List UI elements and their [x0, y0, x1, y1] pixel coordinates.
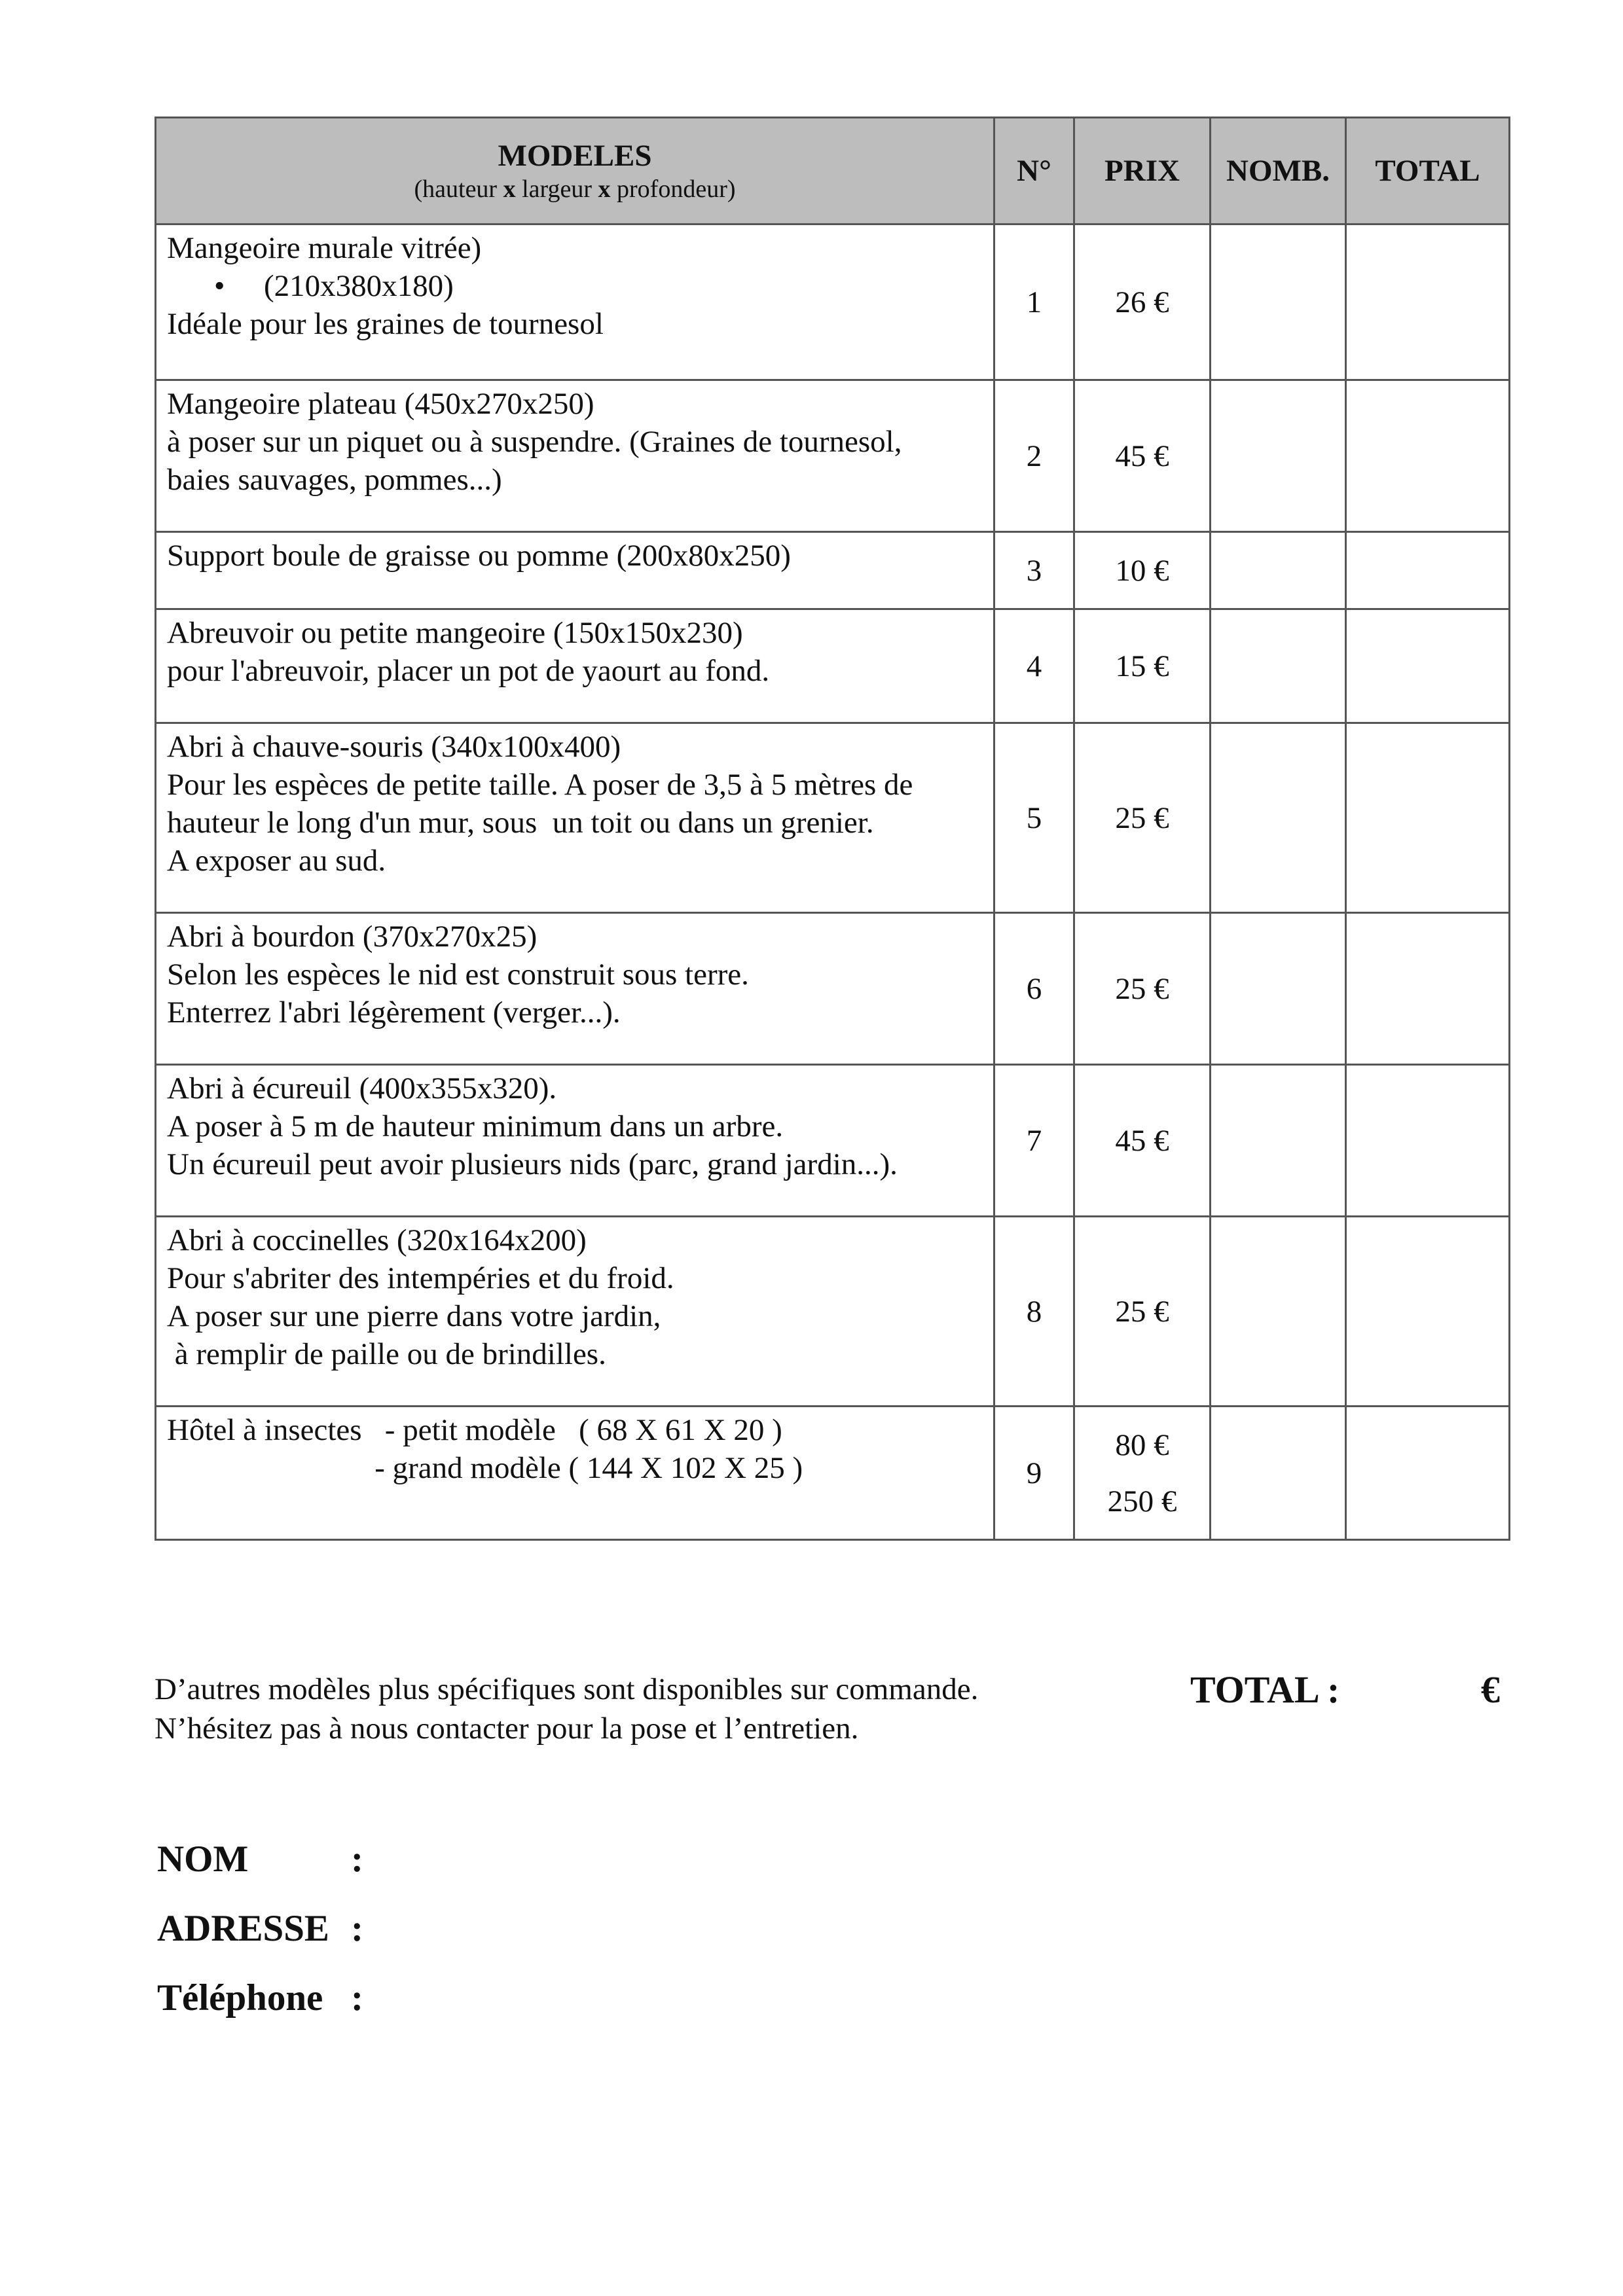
description-line: Un écureuil peut avoir plusieurs nids (parc, grand jardin...).: [167, 1147, 898, 1181]
description-line: Pour les espèces de petite taille. A poser de 3,5 à 5 mètres de: [167, 768, 913, 802]
description-line: Abri à bourdon (370x270x25): [167, 920, 538, 954]
quantity-cell[interactable]: [1211, 380, 1346, 532]
price-value: 25 €: [1115, 971, 1169, 1006]
header-models-title: MODELES: [498, 139, 652, 173]
price-value: 250 €: [1107, 1484, 1177, 1518]
model-price: [1074, 723, 1211, 913]
quantity-cell[interactable]: [1211, 532, 1346, 609]
price-value: 80 €: [1115, 1427, 1169, 1462]
model-description: [156, 1217, 994, 1407]
dim-text-1: (hauteur: [414, 175, 503, 203]
model-description: [156, 913, 994, 1065]
dim-text-2: largeur: [515, 175, 598, 203]
header-quantity: NOMB.: [1211, 118, 1346, 224]
row-total-cell[interactable]: [1346, 723, 1510, 913]
header-price: PRIX: [1074, 118, 1211, 224]
description-line: Idéale pour les graines de tournesol: [167, 307, 604, 341]
price-value: 10 €: [1115, 553, 1169, 588]
description-line: Mangeoire plateau (450x270x250): [167, 387, 594, 421]
model-description: [156, 224, 994, 380]
name-colon: :: [351, 1839, 363, 1880]
header-models: [156, 118, 994, 224]
quantity-cell[interactable]: [1211, 913, 1346, 1065]
description-line: A poser à 5 m de hauteur minimum dans un arbre.: [167, 1109, 784, 1143]
note-line-2: N’hésitez pas à nous contacter pour la pose et l’entretien.: [155, 1712, 859, 1746]
model-price: [1074, 1407, 1211, 1540]
model-price: [1074, 532, 1211, 609]
header-total: TOTAL: [1346, 118, 1510, 224]
table-row: [156, 532, 1510, 609]
table-row: [156, 1217, 1510, 1407]
header-number: N°: [994, 118, 1074, 224]
price-value: 15 €: [1115, 649, 1169, 683]
model-number: 4: [994, 609, 1074, 723]
dim-x-1: x: [503, 175, 516, 203]
header-models-dimensions: [156, 175, 993, 204]
model-number: 6: [994, 913, 1074, 1065]
price-value: 25 €: [1115, 800, 1169, 835]
grand-total-label: TOTAL :: [1190, 1668, 1340, 1711]
quantity-cell[interactable]: [1211, 1217, 1346, 1407]
description-line: à poser sur un piquet ou à suspendre. (Graines de tournesol,: [167, 425, 902, 459]
description-line: Support boule de graisse ou pomme (200x80x250): [167, 539, 791, 573]
name-label: NOM: [157, 1839, 249, 1880]
quantity-cell[interactable]: [1211, 1065, 1346, 1217]
description-line: Mangeoire murale vitrée): [167, 231, 482, 265]
model-description: [156, 532, 994, 609]
table-row: [156, 723, 1510, 913]
order-table: [155, 117, 1510, 1541]
row-total-cell[interactable]: [1346, 913, 1510, 1065]
price-value: 25 €: [1115, 1294, 1169, 1329]
quantity-cell[interactable]: [1211, 723, 1346, 913]
description-bullet-line: [167, 267, 984, 305]
quantity-cell[interactable]: [1211, 1407, 1346, 1540]
phone-colon: :: [351, 1977, 363, 2018]
address-label: ADRESSE: [157, 1908, 329, 1949]
model-number: 9: [994, 1407, 1074, 1540]
description-line: baies sauvages, pommes...): [167, 463, 502, 497]
model-number: 7: [994, 1065, 1074, 1217]
model-number: 5: [994, 723, 1074, 913]
price-value: 45 €: [1115, 439, 1169, 473]
quantity-cell[interactable]: [1211, 609, 1346, 723]
model-price: [1074, 380, 1211, 532]
description-line: Abri à écureuil (400x355x320).: [167, 1071, 557, 1105]
model-price: [1074, 1065, 1211, 1217]
grand-total-currency: €: [1481, 1668, 1500, 1711]
price-value: 45 €: [1115, 1123, 1169, 1158]
description-line: Hôtel à insectes - petit modèle ( 68 X 61 X 20 ): [167, 1413, 782, 1447]
dim-text-3: profondeur): [610, 175, 736, 203]
table-row: [156, 1407, 1510, 1540]
description-line: A poser sur une pierre dans votre jardin,: [167, 1299, 661, 1333]
model-description: [156, 380, 994, 532]
quantity-cell[interactable]: [1211, 224, 1346, 380]
model-number: 3: [994, 532, 1074, 609]
table-body: [156, 224, 1510, 1540]
model-description: [156, 609, 994, 723]
row-total-cell[interactable]: [1346, 1407, 1510, 1540]
description-line: - grand modèle ( 144 X 102 X 25 ): [167, 1451, 803, 1485]
row-total-cell[interactable]: [1346, 1217, 1510, 1407]
description-line: A exposer au sud.: [167, 844, 386, 878]
model-price: [1074, 224, 1211, 380]
model-description: [156, 1407, 994, 1540]
row-total-cell[interactable]: [1346, 380, 1510, 532]
table-row: [156, 224, 1510, 380]
row-total-cell[interactable]: [1346, 1065, 1510, 1217]
bullet-icon: •: [214, 269, 225, 303]
model-description: [156, 1065, 994, 1217]
row-total-cell[interactable]: [1346, 532, 1510, 609]
model-number: 2: [994, 380, 1074, 532]
description-line: Selon les espèces le nid est construit sous terre.: [167, 958, 749, 992]
row-total-cell[interactable]: [1346, 224, 1510, 380]
table-row: [156, 609, 1510, 723]
table-row: [156, 380, 1510, 532]
model-number: 1: [994, 224, 1074, 380]
table-row: [156, 1065, 1510, 1217]
note-line-1: D’autres modèles plus spécifiques sont disponibles sur commande.: [155, 1672, 979, 1706]
description-line: pour l'abreuvoir, placer un pot de yaourt au fond.: [167, 654, 770, 688]
table-row: [156, 913, 1510, 1065]
row-total-cell[interactable]: [1346, 609, 1510, 723]
description-line: Abri à coccinelles (320x164x200): [167, 1223, 587, 1257]
description-line: Abreuvoir ou petite mangeoire (150x150x230): [167, 616, 743, 650]
phone-label: Téléphone: [157, 1977, 323, 2018]
description-line: à remplir de paille ou de brindilles.: [167, 1337, 606, 1371]
address-colon: :: [351, 1908, 363, 1949]
description-line: Enterrez l'abri légèrement (verger...).: [167, 996, 621, 1030]
description-line: Pour s'abriter des intempéries et du froid.: [167, 1261, 674, 1295]
model-description: [156, 723, 994, 913]
model-price: [1074, 913, 1211, 1065]
dim-x-2: x: [598, 175, 611, 203]
model-price: [1074, 609, 1211, 723]
model-number: 8: [994, 1217, 1074, 1407]
description-line: hauteur le long d'un mur, sous un toit ou dans un grenier.: [167, 806, 874, 840]
model-price: [1074, 1217, 1211, 1407]
description-text: (210x380x180): [264, 269, 454, 303]
description-line: Abri à chauve-souris (340x100x400): [167, 730, 621, 764]
table-header-row: [156, 118, 1510, 224]
price-value: 26 €: [1115, 285, 1169, 319]
